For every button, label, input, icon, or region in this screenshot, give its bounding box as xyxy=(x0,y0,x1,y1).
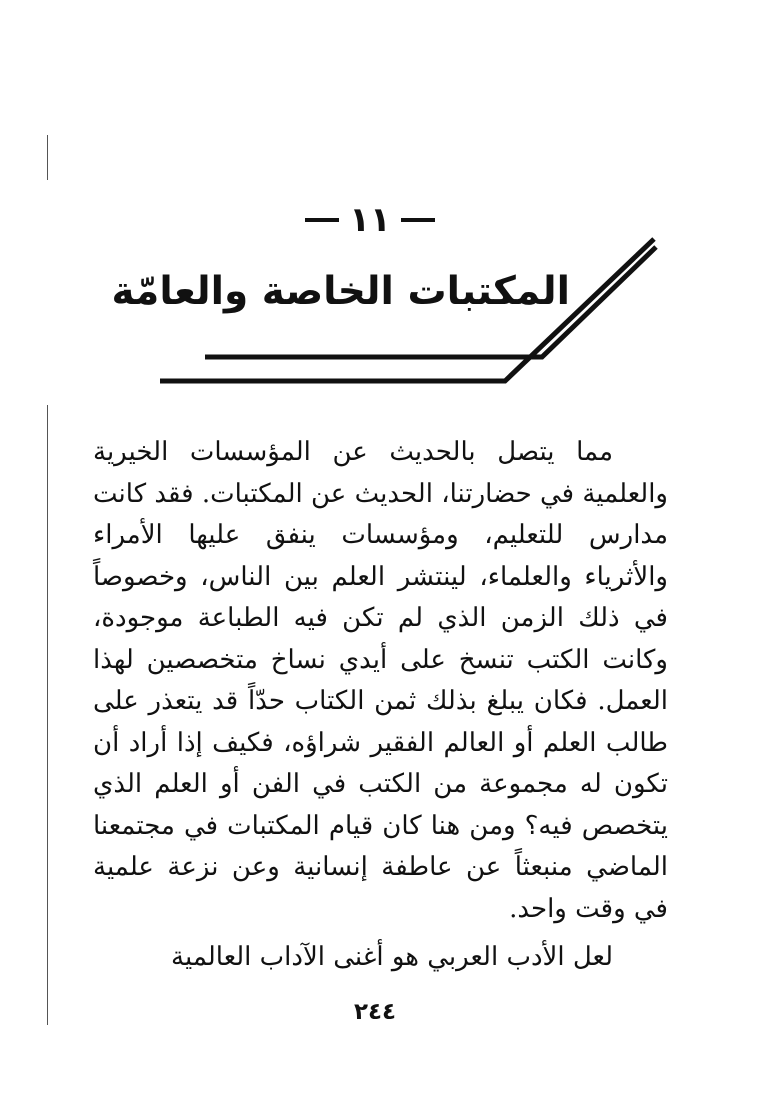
body-paragraph-1: مما يتصل بالحديث عن المؤسسات الخيرية والعلمية في حضارتنا، الحديث عن المكتبات. فقد كانت مدارس للتعليم، ومؤسسات ينفق عليها الأمراء والأثرياء والعلماء، لينتشر العلم بين الناس، وخصوصاً في ذلك الزمن الذي لم تكن فيه الطباعة موجودة، وكانت الكتب تنسخ على أيدي نساخ متخصصين لهذا العمل. فكان يبلغ بذلك ثمن الكتاب حدّاً قد يتعذر على طالب العلم أو العالم الفقير شراؤه، فكيف إذا أراد أن تكون له مجموعة من الكتب في الفن أو العلم الذي يتخصص فيه؟ ومن هنا كان قيام المكتبات في مجتمعنا الماضي منبعثاً عن عاطفة إنسانية وعن نزعة علمية في وقت واحد. xyxy=(93,437,668,924)
chapter-number-dash-left xyxy=(305,218,339,222)
left-margin-mark-bottom xyxy=(47,405,48,1025)
page-number: ٢٤٤ xyxy=(353,999,397,1025)
chapter-title: المكتبات الخاصة والعامّة xyxy=(111,269,570,314)
body-text xyxy=(93,432,668,979)
chapter-number-text: ١١ xyxy=(349,200,391,240)
chapter-number-dash-right xyxy=(401,218,435,222)
body-paragraph-2: لعل الأدب العربي هو أغنى الآداب العالمية xyxy=(171,942,613,972)
left-margin-mark-top xyxy=(47,135,48,180)
